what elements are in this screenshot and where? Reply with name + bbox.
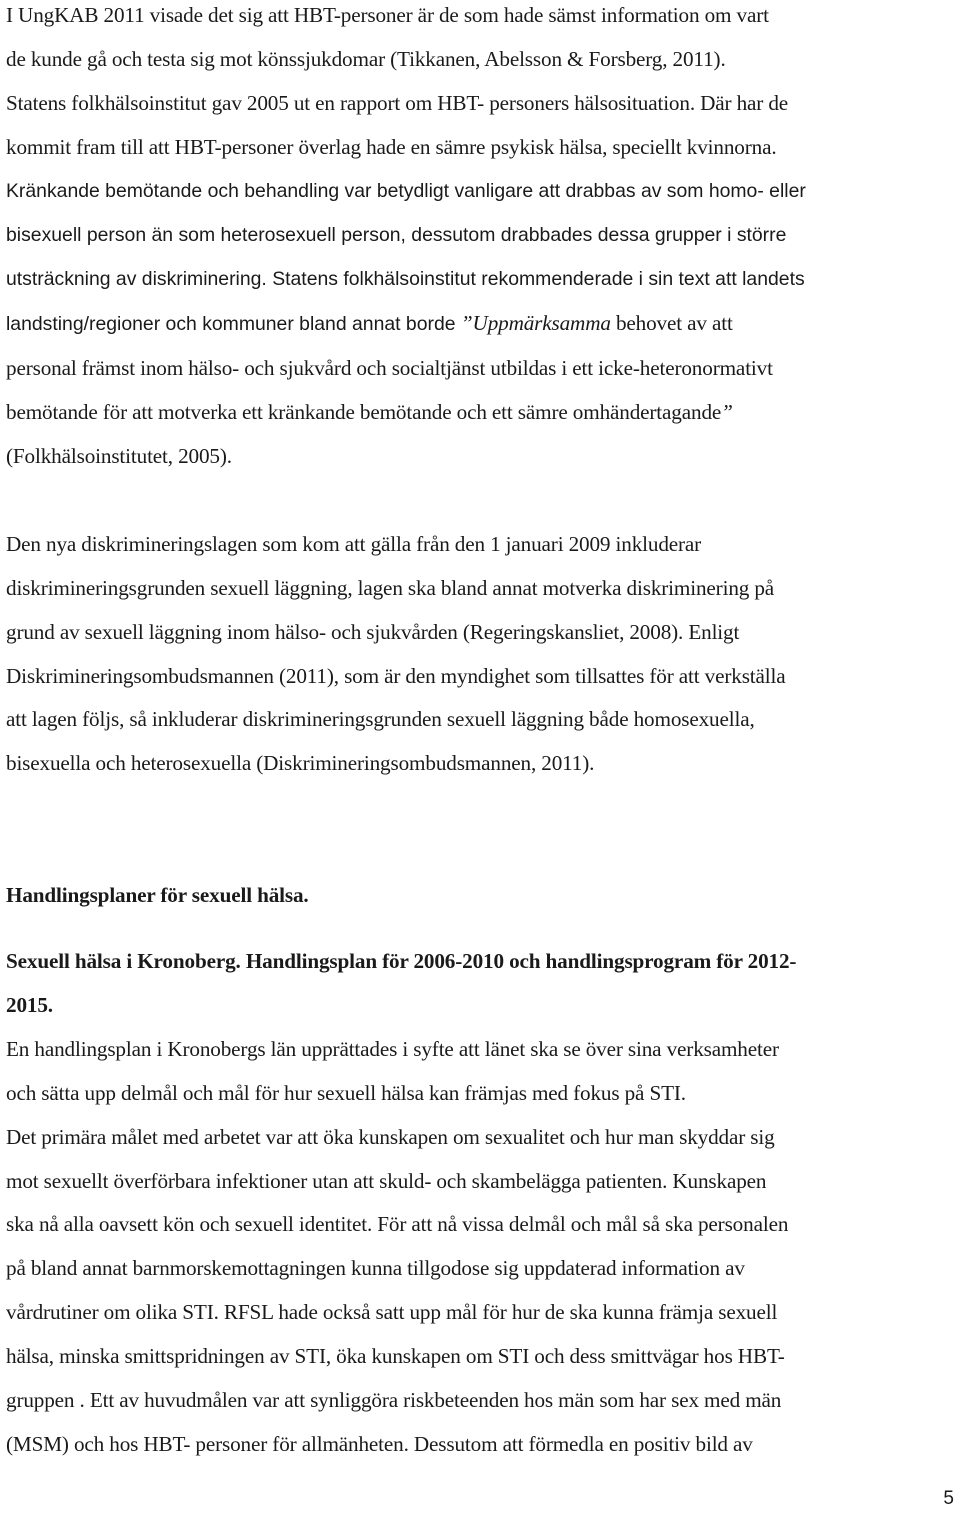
text-line: gruppen . Ett av huvudmålen var att synliggöra riskbeteenden hos män som har sex med män [6,1388,782,1413]
paragraph-diskrimineringslagen [6,523,956,786]
document-page [6,0,956,1467]
text-line: mot sexuellt överförbara infektioner utan att skuld- och skambelägga patienten. Kunskapen [6,1168,767,1193]
text-span: Statens folkhälsoinstitut rekommenderade i sin text att landets [266,268,805,291]
text-line: Det primära målet med arbetet var att öka kunskapen om sexualitet och hur man skyddar sig [6,1124,775,1149]
text-line: bisexuella och heterosexuella (Diskrimineringsombudsmannen, 2011). [6,751,595,776]
text-line: att lagen följs, så inkluderar diskrimineringsgrunden sexuell läggning både homosexuella, [6,707,755,732]
text-line: Diskrimineringsombudsmannen (2011), som är den myndighet som tillsattes för att verkställa [6,663,786,688]
text-line [6,391,956,435]
heading-spacer [6,918,956,940]
text-span: bemötande för att motverka ett kränkande bemötande och ett sämre omhändertagande [6,400,722,425]
text-line: bisexuell person än som heterosexuell person, dessutom drabbades dessa grupper i större [6,223,787,246]
section-spacer [6,786,956,874]
subsection-heading [6,940,956,1028]
text-line [6,302,956,347]
text-line: diskrimineringsgrunden sexuell läggning, lagen ska bland annat motverka diskriminering på [6,575,775,600]
quote-start: ”Uppmärksamma [460,311,611,336]
text-line: Statens folkhälsoinstitut gav 2005 ut en rapport om HBT- personers hälsosituation. Där har de [6,90,789,115]
section-heading: Handlingsplaner för sexuell hälsa. [6,883,309,908]
text-line: hälsa, minska smittspridningen av STI, öka kunskapen om STI och dess smittvägar hos HBT- [6,1344,785,1369]
text-line: Kränkande bemötande och behandling var betydligt vanligare att drabbas av som homo- eller [6,179,806,202]
text-line: (MSM) och hos HBT- personer för allmänheten. Dessutom att förmedla en positiv bild av [6,1431,753,1456]
text-span: landsting/regioner och kommuner bland annat borde [6,313,461,336]
text-line: på bland annat barnmorskemottagningen kunna tillgodose sig uppdaterad information av [6,1256,745,1281]
text-line: kommit fram till att HBT-personer överlag hade en sämre psykisk hälsa, speciellt kvinnorna. [6,134,777,159]
text-line: En handlingsplan i Kronobergs län upprättades i syfte att länet ska se över sina verksamheter [6,1036,779,1061]
quote-end: ” [721,400,733,425]
page-number: 5 [943,1488,954,1509]
text-span: behovet av att [610,311,733,336]
text-line: personal främst inom hälso- och sjukvård och socialtjänst utbildas i ett icke-heteronormativt [6,356,773,381]
text-line: 2015. [6,992,53,1017]
text-line: och sätta upp delmål och mål för hur sexuell hälsa kan främjas med fokus på STI. [6,1080,686,1105]
text-line: I UngKAB 2011 visade det sig att HBT-personer är de som hade sämst information om vart [6,3,769,27]
text-line [6,257,956,302]
paragraph-kronoberg [6,1028,956,1467]
text-line: vårdrutiner om olika STI. RFSL hade också satt upp mål för hur de ska kunna främja sexuell [6,1300,778,1325]
text-line: (Folkhälsoinstitutet, 2005). [6,444,232,469]
paragraph-spacer [6,479,956,523]
text-line: ska nå alla oavsett kön och sexuell identitet. För att nå vissa delmål och mål så ska personalen [6,1212,789,1237]
paragraph-ungkab-fhi [6,0,956,479]
text-line: Den nya diskrimineringslagen som kom att gälla från den 1 januari 2009 inkluderar [6,531,702,556]
text-span: utsträckning av diskriminering. [6,268,267,291]
text-line: Sexuell hälsa i Kronoberg. Handlingsplan för 2006-2010 och handlingsprogram för 2012- [6,949,797,973]
text-line: de kunde gå och testa sig mot könssjukdomar (Tikkanen, Abelsson & Forsberg, 2011). [6,46,726,71]
text-line: grund av sexuell läggning inom hälso- och sjukvården (Regeringskansliet, 2008). Enligt [6,619,740,644]
